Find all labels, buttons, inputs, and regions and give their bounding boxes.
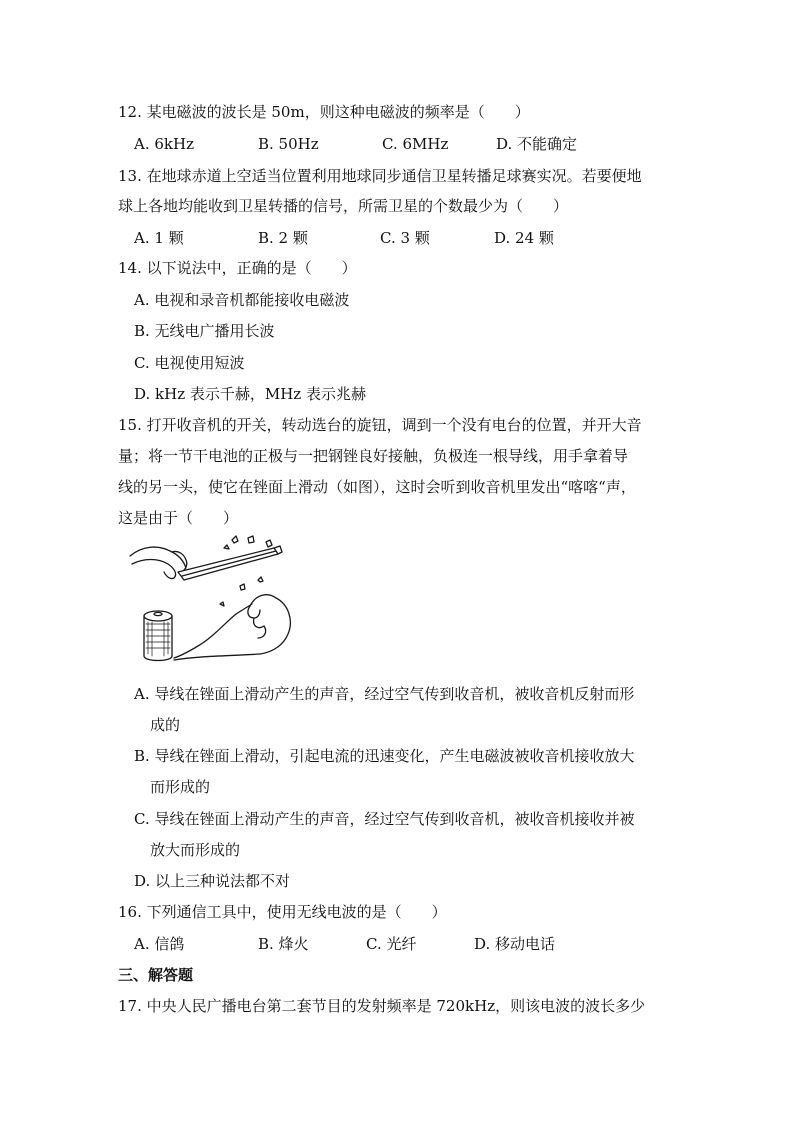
section-title: 三、解答题 xyxy=(118,966,194,984)
q15-option-a-line2: 成的 xyxy=(150,716,181,734)
q14-option-b: B. 无线电广播用长波 xyxy=(134,322,275,340)
q13-option-a: A. 1 颗 xyxy=(134,229,184,247)
q13-option-b: B. 2 颗 xyxy=(258,229,308,247)
q13-option-d: D. 24 颗 xyxy=(494,229,554,247)
q14-option-c: C. 电视使用短波 xyxy=(134,354,245,372)
q15-stem-line2: 量；将一节干电池的正极与一把钢锉良好接触，负极连一根导线，用手拿着导 xyxy=(118,447,629,465)
q15-option-a-line1: A. 导线在锉面上滑动产生的声音，经过空气传到收音机，被收音机反射而形 xyxy=(134,685,635,703)
q15-option-c-line2: 放大而形成的 xyxy=(150,841,241,859)
q13-stem-line2: 球上各地均能收到卫星转播的信号，所需卫星的个数最少为（ ） xyxy=(118,197,569,215)
q12-option-c: C. 6MHz xyxy=(382,135,449,153)
q12-stem: 12. 某电磁波的波长是 50m，则这种电磁波的频率是（ ） xyxy=(118,103,530,121)
q14-option-a: A. 电视和录音机都能接收电磁波 xyxy=(134,291,350,309)
q14-option-d: D. kHz 表示千赫，MHz 表示兆赫 xyxy=(134,385,366,403)
q15-option-b-line1: B. 导线在锉面上滑动，引起电流的迅速变化，产生电磁波被收音机接收放大 xyxy=(134,747,635,765)
battery-file-wire-illustration xyxy=(128,534,298,670)
q13-option-c: C. 3 颗 xyxy=(380,229,430,247)
q15-option-b-line2: 而形成的 xyxy=(150,778,211,796)
q12-option-b: B. 50Hz xyxy=(258,135,319,153)
q17-stem: 17. 中央人民广播电台第二套节目的发射频率是 720kHz，则该电波的波长多少 xyxy=(118,997,646,1015)
q15-option-c-line1: C. 导线在锉面上滑动产生的声音，经过空气传到收音机，被收音机接收并被 xyxy=(134,810,635,828)
q12-option-d: D. 不能确定 xyxy=(496,135,578,153)
q12-option-a: A. 6kHz xyxy=(134,135,194,153)
q15-stem-line1: 15. 打开收音机的开关，转动选台的旋钮，调到一个没有电台的位置，并开大音 xyxy=(118,416,642,434)
q16-stem: 16. 下列通信工具中，使用无线电波的是（ ） xyxy=(118,903,447,921)
q16-option-b: B. 烽火 xyxy=(258,935,309,953)
q14-stem: 14. 以下说法中，正确的是（ ） xyxy=(118,259,357,277)
q16-option-a: A. 信鸽 xyxy=(134,935,185,953)
q16-option-c: C. 光纤 xyxy=(366,935,417,953)
q15-stem-line3: 线的另一头，使它在锉面上滑动（如图），这时会听到收音机里发出“喀喀“声， xyxy=(118,478,636,496)
q15-stem-line4: 这是由于（ ） xyxy=(118,509,239,527)
q15-option-d: D. 以上三种说法都不对 xyxy=(134,872,291,890)
q16-option-d: D. 移动电话 xyxy=(474,935,556,953)
q13-stem-line1: 13. 在地球赤道上空适当位置利用地球同步通信卫星转播足球赛实况。若要便地 xyxy=(118,167,642,185)
